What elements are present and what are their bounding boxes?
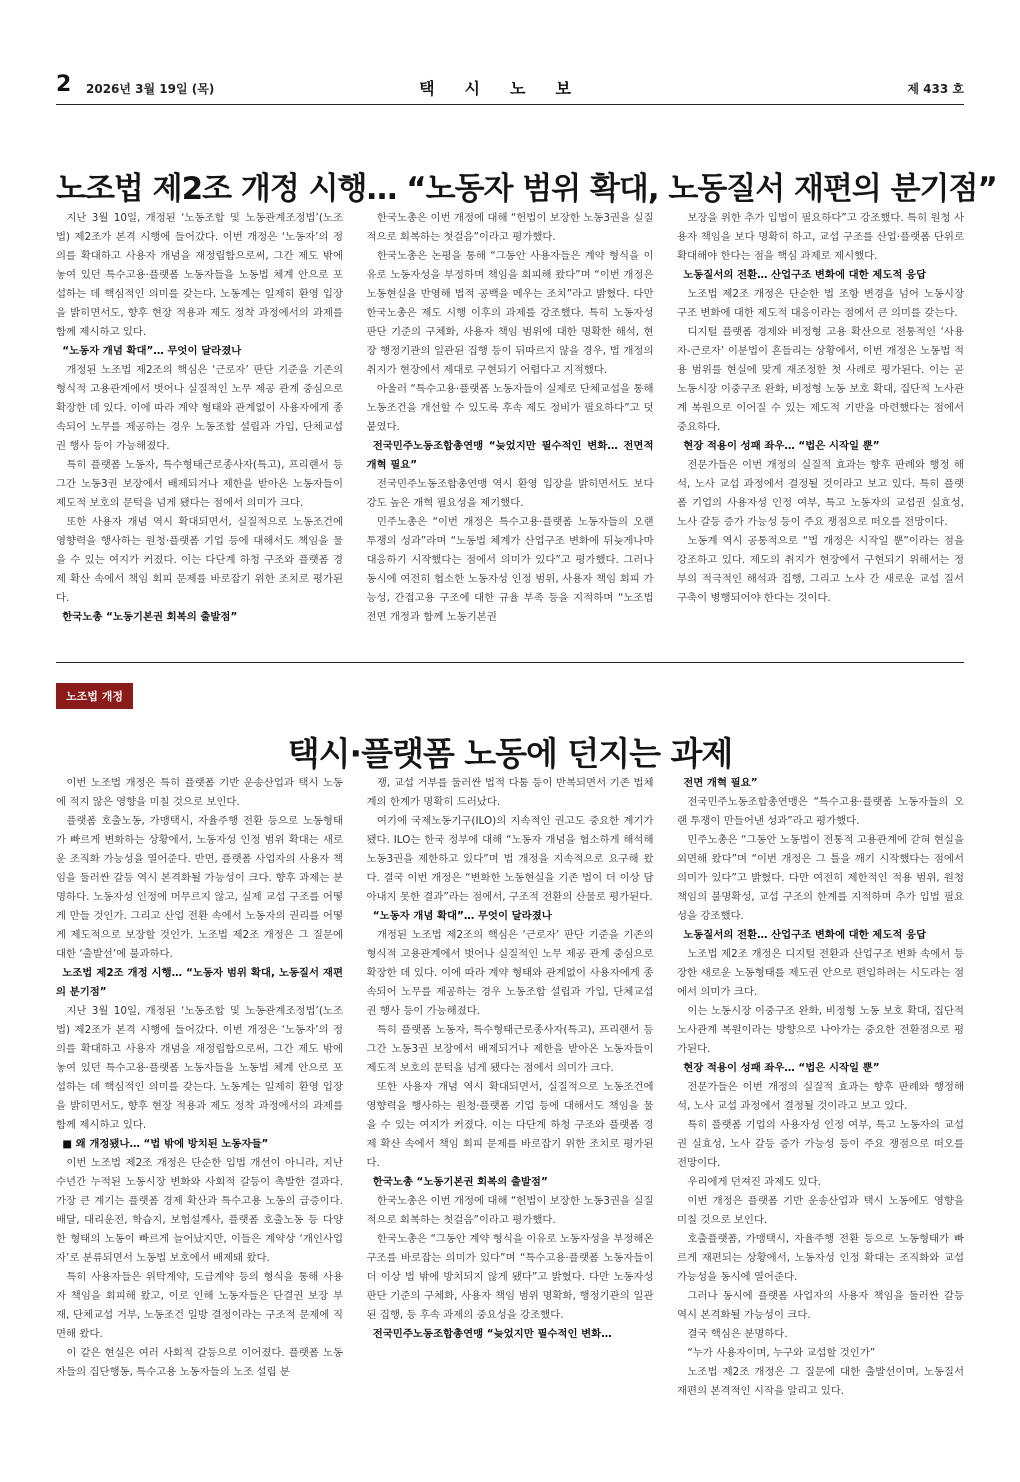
subheading: 전국민주노동조합총연맹 “늦었지만 필수적인 변화… (372, 1328, 612, 1340)
paragraph: 민주노총은 “이번 개정은 특수고용·플랫폼 노동자들의 오랜 투쟁의 성과”라며 “노동법 체계가 산업구조 변화에 뒤늦게나마 대응하기 시작했다는 점에서 의미가 있다”고 평가했다. 그러나 동시에 여전히 협소한 노동자성 인정 범위, 사용자 책임 회피 가능성, 간접고용 구조에 대한 규율 부족 등을 지적하며 “노조법 전면 개정과 함께 노동기본권 (366, 516, 654, 623)
paragraph: 노조법 제2조 개정은 디지털 전환과 산업구조 변화 속에서 등장한 새로운 노동형태를 제도권 안으로 편입하려는 시도라는 점에서 의미가 크다. (677, 948, 964, 998)
paragraph: 지난 3월 10일, 개정된 ‘노동조합 및 노동관계조정법’(노조법) 제2조가 본격 시행에 들어갔다. 이번 개정은 ‘노동자’의 정의를 확대하고 사용자 개념을 재정립함으로써, 그간 제도 밖에 놓여 있던 특수고용·플랫폼 노동자들을 노동법 체계 안으로 포섭하는 데 핵심적인 의미를 갖는다. 노동계는 일제히 환영 입장을 밝히면서도, 향후 현장 적용과 제도 정착 과정에서의 과제를 함께 제시하고 있다. (56, 1005, 343, 1131)
article2-column-1 (56, 774, 343, 1404)
article2-column-2 (367, 774, 654, 1404)
article1-headline: 노조법 제2조 개정 시행… “노동자 범위 확대, 노동질서 재편의 분기점” (56, 170, 997, 207)
issue-number: 제 433 호 (907, 82, 964, 96)
paragraph: 우리에게 던져진 과제도 있다. (687, 1176, 822, 1188)
paragraph: 한국노총은 논평을 통해 “그동안 사용자들은 계약 형식을 이유로 노동자성을 부정하며 책임을 회피해 왔다”며 “이번 개정은 노동현실을 반영해 법적 공백을 메우는 조치”라고 밝혔다. 다만 한국노총은 제도 시행 이후의 과제를 강조했다. 특히 노동자성 판단 기준의 구체화, 사용자 책임 범위에 대한 명확한 해석, 현장 행정기관의 일관된 집행 등이 뒤따르지 않을 경우, 법 개정의 취지가 현장에서 제대로 구현되기 어렵다고 지적했다. (366, 250, 654, 376)
header-rule (56, 104, 964, 105)
page-header (56, 72, 964, 100)
subheading: 현장 적용이 성패 좌우… “법은 시작일 뿐” (683, 1062, 880, 1074)
paragraph: 이번 노조법 개정은 특히 플랫폼 기반 운송산업과 택시 노동에 적지 않은 영향을 미칠 것으로 보인다. (56, 777, 343, 808)
paragraph: 개정된 노조법 제2조의 핵심은 ‘근로자’ 판단 기준을 기존의 형식적 고용관계에서 벗어나 실질적인 노무 제공 관계 중심으로 확장한 데 있다. 이에 따라 계약 형태와 관계없이 사용자에게 종속되어 노무를 제공하는 경우 노동조합 설립과 가입, 단체교섭권 행사 등이 가능해졌다. (366, 929, 654, 1017)
paragraph: 플랫폼 호출노동, 가맹택시, 자율주행 전환 등으로 노동형태가 빠르게 변화하는 상황에서, 노동자성 인정 범위 확대는 새로운 조직화 가능성을 열어준다. 반면, 플랫폼 사업자의 사용자 책임을 둘러싼 갈등 역시 본격화될 가능성이 크다. 향후 과제는 분명하다. 노동자성 인정에 머무르지 않고, 실제 교섭 구조를 어떻게 만들 것인가. 그리고 산업 전환 속에서 노동자의 권리를 어떻게 제도적으로 보장할 것인가. 노조법 제2조 개정은 그 질문에 대한 ‘출발선’에 불과하다. (56, 815, 343, 960)
paragraph: 또한 사용자 개념 역시 확대되면서, 실질적으로 노동조건에 영향력을 행사하는 원청·플랫폼 기업 등에 대해서도 책임을 물을 수 있는 여지가 커졌다. 이는 다단계 하청 구조와 플랫폼 경제 확산 속에서 책임 회피 문제를 바로잡기 위한 조치로 평가된다. (366, 1081, 654, 1169)
paragraph: 여기에 국제노동기구(ILO)의 지속적인 권고도 중요한 계기가 됐다. ILO는 한국 정부에 대해 “노동자 개념을 협소하게 해석해 노동3권을 제한하고 있다”며 법 개정을 지속적으로 요구해 왔다. 결국 이번 개정은 “변화한 노동현실을 기존 법이 더 이상 담아내지 못한 결과”라는 점에서, 구조적 전환의 산물로 평가된다. (366, 815, 654, 903)
subheading: 현장 적용이 성패 좌우… “법은 시작일 뿐” (683, 440, 880, 452)
paragraph: 노동계 역시 공통적으로 “법 개정은 시작일 뿐”이라는 점을 강조하고 있다. 제도의 취지가 현장에서 구현되기 위해서는 정부의 적극적인 해석과 집행, 그리고 노사 간 새로운 교섭 질서 구축이 병행되어야 한다는 것이다. (677, 535, 964, 604)
paragraph: 결국 핵심은 분명하다. (687, 1328, 788, 1340)
section-label: 노조법 개정 (56, 683, 133, 709)
subheading: “노동자 개념 확대”… 무엇이 달라졌나 (372, 910, 552, 922)
paragraph: 특히 플랫폼 노동자, 특수형태근로종사자(특고), 프리랜서 등 그간 노동3권 보장에서 배제되거나 제한을 받아온 노동자들이 제도적 보호의 문턱을 넘게 됐다는 점에서 의미가 크다. (56, 459, 343, 509)
paragraph: 개정된 노조법 제2조의 핵심은 ‘근로자’ 판단 기준을 기존의 형식적 고용관계에서 벗어나 실질적인 노무 제공 관계 중심으로 확장한 데 있다. 이에 따라 계약 형태와 관계없이 사용자에게 종속되어 노무를 제공하는 경우 노동조합 설립과 가입, 단체교섭권 행사 등이 가능해졌다. (56, 364, 343, 452)
article2-headline: 택시·플랫폼 노동에 던지는 과제 (287, 734, 733, 774)
paragraph: 지난 3월 10일, 개정된 ‘노동조합 및 노동관계조정법’(노조법) 제2조가 본격 시행에 들어갔다. 이번 개정은 ‘노동자’의 정의를 확대하고 사용자 개념을 재정립함으로써, 그간 제도 밖에 놓여 있던 특수고용·플랫폼 노동자들을 노동법 체계 안으로 포섭하는 데 핵심적인 의미를 갖는다. 노동계는 일제히 환영 입장을 밝히면서도, 향후 현장 적용과 제도 정착 과정에서의 과제를 함께 제시하고 있다. (56, 212, 343, 338)
paragraph: 한국노총은 이번 개정에 대해 “헌법이 보장한 노동3권을 실질적으로 회복하는 첫걸음”이라고 평가했다. (366, 212, 654, 243)
article1-column-2 (367, 209, 654, 649)
article1-body (56, 209, 964, 649)
subheading: ■ 왜 개정됐나… “법 밖에 방치된 노동자들” (62, 1138, 269, 1150)
paper-name: 택시노보 (419, 79, 601, 98)
paragraph: 전국민주노동조합총연맹 역시 환영 입장을 밝히면서도 보다 강도 높은 개혁 필요성을 제기했다. (366, 478, 654, 509)
subheading: 노조법 제2조 개정 시행… “노동자 범위 확대, 노동질서 재편의 분기점” (56, 967, 343, 998)
article2-body (56, 774, 964, 1404)
paragraph: 민주노총은 “그동안 노동법이 전통적 고용관계에 갇혀 현실을 외면해 왔다”며 “이번 개정은 그 틀을 깨기 시작했다는 점에서 의미가 있다”고 밝혔다. 다만 여전히 제한적인 적용 범위, 원청 책임의 불명확성, 교섭 구조의 한계를 지적하며 추가 입법 필요성을 강조했다. (677, 834, 964, 922)
paragraph: 특히 사용자들은 위탁계약, 도급계약 등의 형식을 통해 사용자 책임을 회피해 왔고, 이로 인해 노동자들은 단결권 보장 부재, 단체교섭 거부, 노동조건 일방 결정이라는 구조적 문제에 직면해 왔다. (56, 1271, 343, 1340)
subheading: 한국노총 “노동기본권 회복의 출발점” (62, 611, 238, 623)
paragraph: 노조법 제2조 개정은 단순한 법 조항 변경을 넘어 노동시장 구조 변화에 대한 제도적 대응이라는 점에서 큰 의미를 갖는다. (677, 288, 964, 319)
paragraph: 아울러 “특수고용·플랫폼 노동자들이 실제로 단체교섭을 통해 노동조건을 개선할 수 있도록 후속 제도 정비가 필요하다”고 덧붙였다. (366, 383, 654, 433)
page-number: 2 (56, 72, 72, 97)
paragraph: 전국민주노동조합총연맹은 “특수고용·플랫폼 노동자들의 오랜 투쟁이 만들어낸 성과”라고 평가했다. (677, 796, 964, 827)
article1-column-1 (56, 209, 343, 649)
article2-column-3 (677, 774, 964, 1404)
subheading: 전국민주노동조합총연맹 “늦었지만 필수적인 변화… 전면적 개혁 필요” (366, 440, 654, 471)
paragraph: 노조법 제2조 개정은 그 질문에 대한 출발선이며, 노동질서 재편의 본격적인 시작을 알리고 있다. (677, 1366, 964, 1397)
subheading: 노동질서의 전환… 산업구조 변화에 대한 제도적 응답 (683, 269, 927, 281)
paragraph: 전문가들은 이번 개정의 실질적 효과는 향후 판례와 행정 해석, 노사 교섭 과정에서 결정될 것이라고 보고 있다. 특히 플랫폼 기업의 사용자성 인정 여부, 특고 노동자의 교섭권 실효성, 노사 갈등 증가 가능성 등이 주요 쟁점으로 떠오를 전망이다. (677, 459, 964, 528)
subheading: 한국노총 “노동기본권 회복의 출발점” (372, 1176, 548, 1188)
paragraph: 특히 플랫폼 기업의 사용자성 인정 여부, 특고 노동자의 교섭권 실효성, 노사 갈등 증가 가능성 등이 주요 쟁점으로 떠오를 전망이다. (677, 1119, 964, 1169)
paragraph: 한국노총은 이번 개정에 대해 “헌법이 보장한 노동3권을 실질적으로 회복하는 첫걸음”이라고 평가했다. (366, 1195, 654, 1226)
paragraph: 또한 사용자 개념 역시 확대되면서, 실질적으로 노동조건에 영향력을 행사하는 원청·플랫폼 기업 등에 대해서도 책임을 물을 수 있는 여지가 커졌다. 이는 다단계 하청 구조와 플랫폼 경제 확산 속에서 책임 회피 문제를 바로잡기 위한 조치로 평가된다. (56, 516, 343, 604)
paragraph: 디지털 플랫폼 경제와 비정형 고용 확산으로 전통적인 ‘사용자-근로자’ 이분법이 흔들리는 상황에서, 이번 개정은 노동법 적용 범위를 현실에 맞게 재조정한 첫 사례로 평가된다. 이는 곧 노동시장 이중구조 완화, 비정형 노동 보호 확대, 집단적 노사관계 복원으로 이어질 수 있는 제도적 기반을 마련했다는 점에서 중요하다. (677, 326, 964, 433)
section-divider (56, 662, 964, 663)
paragraph: 이번 노조법 제2조 개정은 단순한 입법 개선이 아니라, 지난 수년간 누적된 노동시장 변화와 사회적 갈등이 촉발한 결과다. 가장 큰 계기는 플랫폼 경제 확산과 특수고용 노동의 급증이다. 배달, 대리운전, 학습지, 보험설계사, 플랫폼 호출노동 등 다양한 형태의 노동이 빠르게 늘어났지만, 이들은 계약상 ‘개인사업자’로 분류되면서 노동법 보호에서 배제돼 왔다. (56, 1157, 343, 1264)
paragraph: 이는 노동시장 이중구조 완화, 비정형 노동 보호 확대, 집단적 노사관계 복원이라는 방향으로 나아가는 중요한 전환점으로 평가된다. (677, 1005, 964, 1055)
paragraph: 그러나 동시에 플랫폼 사업자의 사용자 책임을 둘러싼 갈등 역시 본격화될 가능성이 크다. (677, 1290, 964, 1321)
paragraph: 이 같은 현실은 여러 사회적 갈등으로 이어졌다. 플랫폼 노동자들의 집단행동, 특수고용 노동자들의 노조 설립 분 (56, 1347, 343, 1378)
issue-date: 2026년 3월 19일 (목) (86, 82, 215, 96)
subheading: 노동질서의 전환… 산업구조 변화에 대한 제도적 응답 (683, 929, 927, 941)
paragraph: 전문가들은 이번 개정의 실질적 효과는 향후 판례와 행정해석, 노사 교섭 과정에서 결정될 것이라고 보고 있다. (677, 1081, 964, 1112)
paragraph: “누가 사용자이며, 누구와 교섭할 것인가” (687, 1347, 876, 1359)
paragraph: 이번 개정은 플랫폼 기반 운송산업과 택시 노동에도 영향을 미칠 것으로 보인다. (677, 1195, 964, 1226)
paragraph: 호출플랫폼, 가맹택시, 자율주행 전환 등으로 노동형태가 빠르게 재편되는 상황에서, 노동자성 인정 확대는 조직화와 교섭 가능성을 동시에 열어준다. (677, 1233, 964, 1283)
article1-column-3 (677, 209, 964, 649)
paragraph: 쟁, 교섭 거부를 둘러싼 법적 다툼 등이 반복되면서 기존 법체계의 한계가 명확히 드러났다. (366, 777, 654, 808)
subheading: “노동자 개념 확대”… 무엇이 달라졌나 (62, 345, 242, 357)
paragraph: 특히 플랫폼 노동자, 특수형태근로종사자(특고), 프리랜서 등 그간 노동3권 보장에서 배제되거나 제한을 받아온 노동자들이 제도적 보호의 문턱을 넘게 됐다는 점에서 의미가 크다. (366, 1024, 654, 1074)
paragraph: 한국노총은 “그동안 계약 형식을 이유로 노동자성을 부정해온 구조를 바로잡는 의미가 있다”며 “특수고용·플랫폼 노동자들이 더 이상 법 밖에 방치되지 않게 됐다”고 밝혔다. 다만 노동자성 판단 기준의 구체화, 사용자 책임 범위 명확화, 행정기관의 일관된 집행, 등 후속 과제의 중요성을 강조했다. (366, 1233, 654, 1321)
subheading: 전면 개혁 필요” (683, 777, 758, 789)
paragraph: 보장을 위한 추가 입법이 필요하다”고 강조했다. 특히 원청 사용자 책임을 보다 명확히 하고, 교섭 구조를 산업·플랫폼 단위로 확대해야 한다는 점을 핵심 과제로 제시했다. (677, 212, 964, 262)
